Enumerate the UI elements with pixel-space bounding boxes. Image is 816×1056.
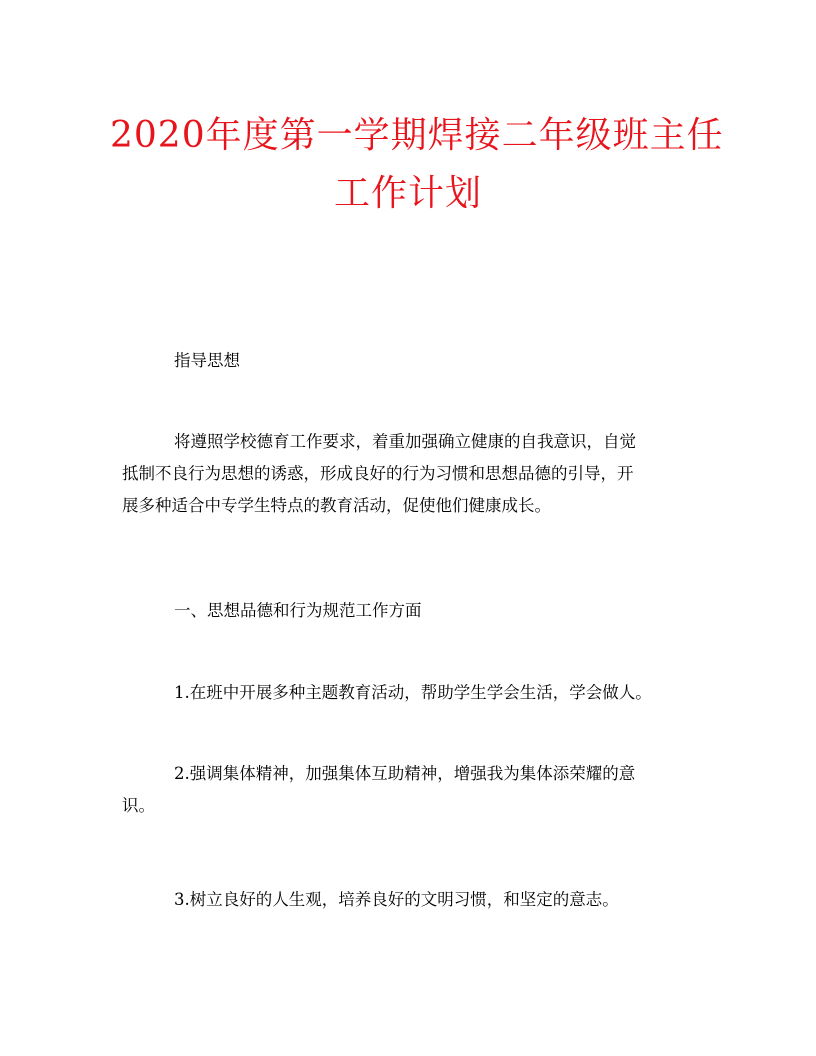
paragraph-line: 展多种适合中专学生特点的教育活动，促使他们健康成长。 (122, 496, 551, 515)
document-title-line-2: 工作计划 (333, 173, 482, 214)
list-item-3 (122, 884, 698, 916)
list-item-text: 2.强调集体精神，加强集体互助精神，增强我为集体添荣耀的意 (174, 764, 636, 783)
list-item-text: 3.树立良好的人生观，培养良好的文明习惯，和坚定的意志。 (174, 890, 619, 909)
section-heading-one (122, 595, 698, 627)
document-title-line-1: 2020年度第一学期焊接二年级班主任 (110, 115, 724, 156)
list-item-1 (122, 677, 698, 709)
paragraph-line: 抵制不良行为思想的诱惑，形成良好的行为习惯和思想品德的引导，开 (122, 464, 634, 483)
paragraph-guiding-thought (122, 426, 698, 522)
paragraph-line: 将遵照学校德育工作要求，着重加强确立健康的自我意识，自觉 (174, 432, 636, 451)
heading-guiding-text: 指导思想 (174, 351, 240, 370)
heading-guiding-thought (122, 345, 698, 377)
section-heading-text: 一、思想品德和行为规范工作方面 (174, 601, 422, 620)
list-item-text-continued: 识。 (122, 796, 155, 815)
list-item-text: 1.在班中开展多种主题教育活动，帮助学生学会生活，学会做人。 (174, 683, 652, 702)
list-item-2 (122, 758, 698, 822)
